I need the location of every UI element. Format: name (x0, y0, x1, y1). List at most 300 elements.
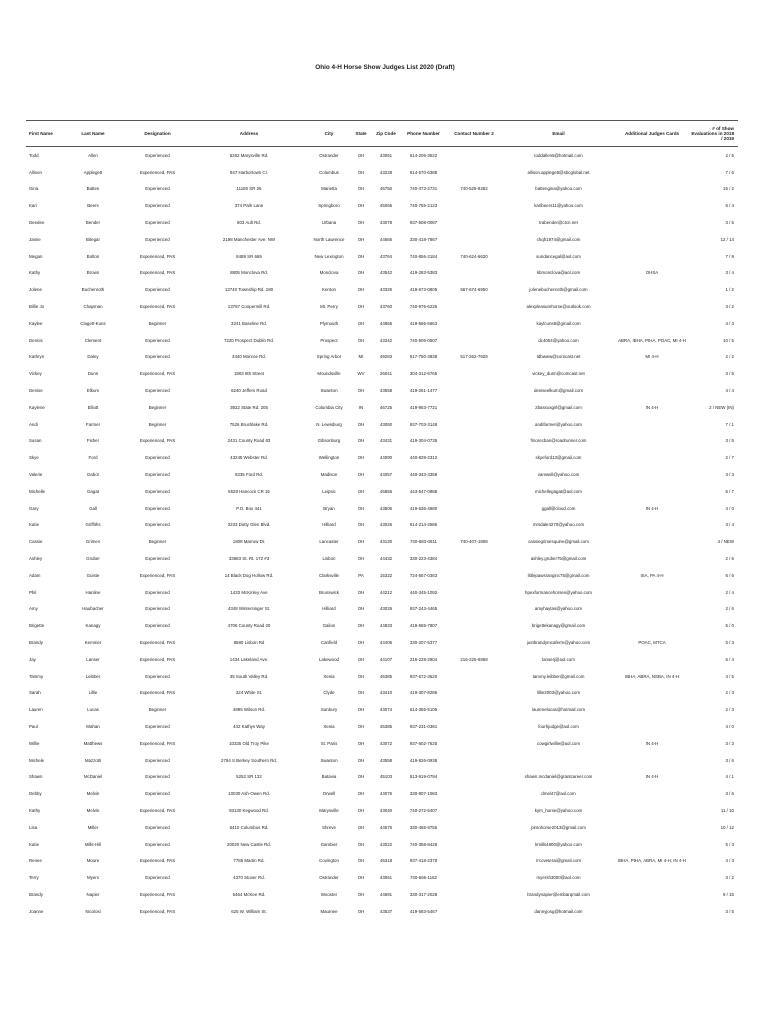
state-cell: OH (357, 774, 365, 780)
city-cell: Leipsic (322, 488, 336, 494)
contact-number-2-cell (446, 617, 502, 634)
show-evaluations-cell: 6 / 4 (725, 656, 734, 662)
first-name-cell: Katie (29, 841, 40, 847)
zip-code-cell: 44676 (379, 824, 393, 830)
zip-code-cell: 43760 (379, 304, 393, 310)
table-row (26, 601, 738, 618)
additional-cards-cell (615, 433, 689, 450)
first-name-cell: Willie (29, 740, 40, 746)
state-cell: OH (357, 270, 365, 276)
last-name-cell: Dunn (87, 371, 99, 377)
table-row (26, 685, 738, 702)
contact-number-2-cell (446, 567, 502, 584)
designation-cell: Experienced, PAS (139, 253, 176, 259)
column-header: Address (191, 121, 307, 147)
table-row (26, 852, 738, 869)
first-name-cell: Susan (29, 438, 42, 444)
email-cell: kbmonclova@aol.com (536, 270, 581, 276)
show-evaluations-cell: 12 / 14 (720, 236, 734, 242)
show-evaluations-cell: 5 / 7 (725, 488, 734, 494)
state-cell: OH (357, 169, 365, 175)
first-name-cell: Kari (29, 203, 37, 209)
state-cell: OH (357, 690, 365, 696)
city-cell: Wooster (320, 891, 338, 897)
phone-number-cell: 740-358-8428 (409, 841, 438, 847)
additional-cards-cell (615, 802, 689, 819)
designation-cell: Beginner (148, 421, 167, 427)
city-cell: Madison (320, 472, 338, 478)
table-row (26, 349, 738, 366)
city-cell: Marysville (319, 807, 339, 813)
show-evaluations-cell: 4 / NEW (717, 539, 734, 545)
zip-code-cell: 43506 (379, 505, 393, 511)
email-cell: tdbwww@comcast.net (536, 354, 581, 360)
show-evaluations-cell: 10 / 5 (723, 337, 734, 343)
designation-cell: Experienced (145, 791, 170, 797)
table-row (26, 466, 738, 483)
last-name-cell: Daley (87, 354, 99, 360)
show-evaluations-cell: 3 / 4 (725, 270, 734, 276)
email-cell: shawn.mcdaniel@grantcareer.com (524, 774, 593, 780)
zip-code-cell: 44865 (379, 320, 393, 326)
city-cell: Ostrander (319, 152, 339, 158)
phone-number-cell: 937-243-4465 (409, 606, 438, 612)
contact-number-2-cell (446, 500, 502, 517)
phone-number-cell: 440-343-3358 (409, 472, 438, 478)
table-row (26, 517, 738, 534)
email-cell: skyeford13@gmail.com (535, 455, 582, 461)
contact-number-2-cell (446, 298, 502, 315)
show-evaluations-cell: 3 / 5 (725, 908, 734, 914)
show-evaluations-cell: 2 / 3 (725, 690, 734, 696)
contact-number-2-cell (446, 399, 502, 416)
phone-number-cell: 419-826-0938 (409, 757, 438, 763)
address-cell: 5464 McKee Rd. (232, 891, 266, 897)
additional-cards-cell (615, 836, 689, 853)
phone-number-cell: 937-231-0381 (409, 723, 438, 729)
address-cell: 324 White St. (235, 690, 263, 696)
first-name-cell: Jamie (29, 236, 41, 242)
city-cell: Swanton (320, 757, 338, 763)
zip-code-cell: 44090 (379, 455, 393, 461)
show-evaluations-cell: 3 / 2 (725, 304, 734, 310)
address-cell: 6410 Columbus Rd. (229, 824, 269, 830)
last-name-cell: Kemmer (84, 640, 102, 645)
zip-code-cell: 43022 (379, 841, 393, 847)
phone-number-cell: 304-312-6765 (409, 371, 438, 377)
contact-number-2-cell (446, 869, 502, 886)
show-evaluations-cell: 6 / 4 (725, 203, 734, 209)
contact-number-2-cell (446, 819, 502, 836)
city-cell: North Lawrence (313, 236, 345, 242)
contact-number-2-cell: 567-674-6950 (460, 287, 488, 293)
contact-number-2-cell (446, 449, 502, 466)
designation-cell: Beginner (148, 404, 167, 410)
zip-code-cell: 44076 (379, 791, 393, 797)
contact-number-2-cell (446, 886, 502, 903)
first-name-cell: Lauren (29, 707, 43, 713)
designation-cell: Experienced, PAS (139, 908, 176, 914)
first-name-cell: Brigette (29, 623, 45, 629)
address-cell: 10030 Ash-Owen Rd. (228, 791, 270, 797)
state-cell: OH (357, 556, 365, 562)
email-cell: dmel47@aol.com (541, 791, 576, 797)
first-name-cell: Lisa (29, 824, 38, 830)
state-cell: OH (357, 723, 365, 729)
phone-number-cell: 614-214-2586 (409, 522, 438, 528)
table-row (26, 869, 738, 886)
address-cell: 803 Ault Rd. (237, 220, 261, 226)
email-cell: chqh1974@gmail.com (536, 236, 581, 242)
zip-code-cell: 43410 (379, 690, 393, 696)
table-row (26, 197, 738, 214)
table-row (26, 886, 738, 903)
last-name-cell: Bender (85, 220, 101, 226)
phone-number-cell: 419-565-7807 (409, 623, 438, 629)
contact-number-2-cell (446, 802, 502, 819)
show-evaluations-cell: 2 / 6 (725, 606, 734, 612)
additional-cards-cell (615, 550, 689, 567)
show-evaluations-cell: 5 / 3 (725, 640, 734, 645)
last-name-cell: Bolton (86, 253, 100, 259)
table-row (26, 584, 738, 601)
last-name-cell: Bitegar (86, 236, 100, 242)
show-evaluations-cell: 4 / 1 (725, 774, 734, 780)
email-cell: fourhjudge@aol.com (538, 723, 579, 729)
table-row (26, 668, 738, 685)
phone-number-cell: 419-673-0805 (409, 287, 438, 293)
state-cell: OH (357, 891, 365, 897)
show-evaluations-cell: 3 / 4 (725, 522, 734, 528)
table-row (26, 433, 738, 450)
city-cell: Monclova (319, 270, 339, 276)
city-cell: Lakewood (318, 656, 340, 662)
address-cell: 33683 St. Rt. 172 #3 (228, 556, 270, 562)
state-cell: OH (357, 656, 365, 662)
city-cell: Kenton (322, 287, 336, 293)
zip-code-cell: 43026 (379, 606, 393, 612)
show-evaluations-cell: 7 / 6 (725, 169, 734, 175)
additional-cards-cell (615, 483, 689, 500)
state-cell: OH (357, 522, 365, 528)
address-cell: 1903 8th Street (233, 371, 265, 377)
phone-number-cell: 740-975-6226 (409, 304, 438, 310)
additional-cards-cell (615, 533, 689, 550)
city-cell: Lancaster (319, 539, 339, 545)
designation-cell: Experienced (145, 589, 170, 595)
first-name-cell: Deedee (29, 220, 45, 226)
designation-cell: Experienced (145, 488, 170, 494)
table-row (26, 265, 738, 282)
designation-cell: Experienced (145, 472, 170, 478)
state-cell: OH (357, 421, 365, 427)
state-cell: OH (357, 606, 365, 612)
show-evaluations-cell: 5 / 3 (725, 841, 734, 847)
show-evaluations-cell: 2 / 2 (725, 354, 734, 360)
phone-number-cell: 443-547-0888 (409, 488, 438, 494)
last-name-cell: Nicolosi (85, 908, 101, 914)
state-cell: PA (358, 572, 364, 578)
additional-cards-cell (615, 416, 689, 433)
email-cell: tammy.leibber@gmail.com (532, 673, 585, 679)
show-evaluations-cell: 10 / 12 (720, 824, 734, 830)
state-cell: OH (357, 858, 365, 864)
phone-number-cell: 740-506-0507 (409, 337, 438, 343)
first-name-cell: Cassie (29, 539, 43, 545)
city-cell: Shreve (322, 824, 336, 830)
first-name-cell: Joanne (29, 908, 44, 914)
table-row (26, 181, 738, 198)
contact-number-2-cell (446, 836, 502, 853)
zip-code-cell: 45066 (379, 203, 393, 209)
phone-number-cell: 724-557-0363 (409, 572, 438, 578)
zip-code-cell: 44212 (379, 589, 393, 595)
state-cell: OH (357, 757, 365, 763)
contact-number-2-cell (446, 382, 502, 399)
table-row (26, 819, 738, 836)
show-evaluations-cell: 9 / 15 (723, 891, 734, 897)
additional-cards-cell (615, 617, 689, 634)
zip-code-cell: 43542 (379, 270, 393, 276)
contact-number-2-cell (446, 483, 502, 500)
email-cell: trabender@ctcn.net (539, 220, 578, 226)
phone-number-cell: 419-261-1477 (409, 388, 438, 394)
designation-cell: Experienced, PAS (139, 656, 176, 662)
zip-code-cell: 46725 (379, 404, 393, 410)
first-name-cell: Michelle (29, 488, 46, 494)
email-cell: dannyjosg@hotmail.com (534, 908, 583, 914)
phone-number-cell: 330-465-9755 (409, 824, 438, 830)
address-cell: 442 Kathys Way (233, 723, 265, 729)
contact-number-2-cell (446, 550, 502, 567)
zip-code-cell: 43061 (379, 875, 393, 881)
phone-number-cell: 937-602-7625 (409, 740, 438, 746)
designation-cell: Experienced (145, 505, 170, 511)
email-cell: kmills4800@yahoo.com (535, 841, 582, 847)
first-name-cell: Terry (29, 875, 39, 881)
city-cell: Urbana (321, 220, 337, 226)
email-cell: dc4054@yahoo.com (538, 337, 579, 343)
first-name-cell: Debby (29, 791, 42, 797)
additional-cards-cell (615, 584, 689, 601)
show-evaluations-cell: 2 / 4 (725, 589, 734, 595)
designation-cell: Experienced, PAS (139, 807, 176, 813)
email-cell: jolenebuchenroth@gmail.com (529, 287, 588, 293)
address-cell: 2198 Manchester Ave. NW (222, 236, 276, 242)
last-name-cell: Buchenroth (81, 287, 105, 293)
zip-code-cell: 43764 (379, 253, 393, 259)
last-name-cell: Mahan (86, 723, 100, 729)
email-cell: cassiegrimesquine@gmail.com (528, 539, 589, 545)
first-name-cell: Dennis (29, 337, 43, 343)
additional-cards-cell (615, 869, 689, 886)
table-row (26, 147, 738, 164)
additional-cards-cell (615, 231, 689, 248)
designation-cell: Experienced (145, 623, 170, 629)
first-name-cell: Renee (29, 858, 42, 864)
additional-cards-cell (615, 449, 689, 466)
table-row (26, 533, 738, 550)
additional-cards-cell: IN 4-H (645, 505, 659, 511)
additional-cards-cell (615, 382, 689, 399)
address-cell: 847 Harbortown Cr. (229, 169, 269, 175)
phone-number-cell: 614-355-5105 (409, 707, 438, 713)
zip-code-cell: 15322 (379, 572, 393, 578)
table-row (26, 634, 738, 651)
first-name-cell: Kaylee (29, 320, 43, 326)
phone-number-cell: 330-418-7867 (409, 236, 438, 242)
table-row (26, 651, 738, 668)
state-cell: OH (357, 304, 365, 310)
additional-cards-cell (615, 601, 689, 618)
state-cell: OH (357, 287, 365, 293)
email-cell: littlepawsranginc75@gmail.com (527, 572, 590, 578)
show-evaluations-cell: 5 / 0 (725, 623, 734, 629)
address-cell: 5252 SR 132 (236, 774, 262, 780)
phone-number-cell: 419-636-4980 (409, 505, 438, 511)
zip-code-cell: 43326 (379, 287, 393, 293)
additional-cards-cell: IN 4-H (645, 774, 659, 780)
email-cell: allison.applegett@sbcglobal.net (527, 169, 590, 175)
city-cell: Clyde (323, 690, 335, 696)
show-evaluations-cell: 3 / 6 (725, 757, 734, 763)
state-cell: OH (357, 388, 365, 394)
table-row (26, 768, 738, 785)
email-cell: laurenelucas@hotmail.com (531, 707, 586, 713)
contact-number-2-cell (446, 601, 502, 618)
first-name-cell: Phil (29, 589, 37, 595)
state-cell: OH (357, 807, 365, 813)
last-name-cell: Ford (88, 455, 98, 461)
designation-cell: Experienced (145, 723, 170, 729)
first-name-cell: Kathy (29, 270, 41, 276)
contact-number-2-cell (446, 214, 502, 231)
address-cell: 2794 S Berkey Southern Rd. (221, 757, 277, 763)
phone-number-cell: 740-683-0811 (409, 539, 438, 545)
address-cell: 43245 Webster Rd. (230, 455, 268, 461)
designation-cell: Experienced (145, 606, 170, 612)
contact-number-2-cell (446, 903, 502, 920)
state-cell: OH (357, 455, 365, 461)
additional-cards-cell: IN 4-H (645, 740, 659, 746)
address-cell: 93130 Kegwood Rd. (229, 807, 269, 813)
contact-number-2-cell (446, 685, 502, 702)
additional-cards-cell (615, 685, 689, 702)
address-cell: 6528 Hancock CR 16 (228, 488, 270, 494)
first-name-cell: Allison (29, 169, 42, 175)
last-name-cell: Gruber (86, 556, 100, 562)
table-row (26, 785, 738, 802)
designation-cell: Experienced, PAS (139, 640, 176, 645)
last-name-cell: Mills-Hill (84, 841, 102, 847)
last-name-cell: Brown (86, 270, 100, 276)
column-header: Additional Judges Cards (615, 121, 689, 147)
city-cell: Gibsonburg (317, 438, 341, 444)
designation-cell: Experienced (145, 388, 170, 394)
address-cell: 8580 Lisbon Rd (233, 640, 265, 645)
show-evaluations-cell: 3 / 3 (725, 472, 734, 478)
phone-number-cell: 740-856-3184 (409, 253, 438, 259)
table-row (26, 735, 738, 752)
first-name-cell: Jay (29, 656, 36, 662)
column-header: First Name (26, 121, 62, 147)
zip-code-cell: 43061 (379, 152, 393, 158)
designation-cell: Experienced (145, 287, 170, 293)
state-cell: OH (357, 320, 365, 326)
email-cell: 2bassoxgirl@gmail.com (535, 404, 582, 410)
show-evaluations-cell: 15 / 2 (723, 186, 734, 192)
phone-number-cell: 513-919-0794 (409, 774, 438, 780)
state-cell: OH (357, 186, 365, 192)
first-name-cell: Skye (29, 455, 39, 461)
first-name-cell: Ashley (29, 556, 43, 562)
zip-code-cell: 43026 (379, 522, 393, 528)
designation-cell: Experienced, PAS (139, 169, 176, 175)
additional-cards-cell: IBHA, PtHA, ABRA, MI 4-H, IN 4-H (618, 858, 686, 864)
additional-cards-cell (615, 315, 689, 332)
show-evaluations-cell: 2 / NEW (IN) (709, 404, 734, 410)
contact-number-2-cell (446, 852, 502, 869)
phone-number-cell: 419-283-5383 (409, 270, 438, 276)
city-cell: Galion (322, 623, 336, 629)
page-title: Ohio 4-H Horse Show Judges List 2020 (Draft) (315, 64, 455, 71)
contact-number-2-cell: 740-407-1808 (460, 539, 488, 545)
contact-number-2-cell (446, 365, 502, 382)
first-name-cell: Vickey (29, 371, 42, 377)
email-cell: ashley.gruber75@gmail.com (530, 556, 587, 562)
email-cell: fmorecban@roadrunner.com (530, 438, 587, 444)
table-row (26, 382, 738, 399)
table-row (26, 701, 738, 718)
address-cell: 2431 County Road 83 (227, 438, 271, 444)
address-cell: 11180 SR 26 (236, 186, 262, 192)
phone-number-cell: 937-508-0087 (409, 220, 438, 226)
table-row (26, 550, 738, 567)
email-cell: cowgirlwillie@aol.com (536, 740, 580, 746)
additional-cards-cell: OHSA (645, 270, 659, 276)
email-cell: lanserj@aol.com (542, 656, 575, 662)
show-evaluations-cell: 4 / 4 (725, 388, 734, 394)
designation-cell: Experienced, PAS (139, 740, 176, 746)
first-name-cell: Kaylene (29, 404, 45, 410)
state-cell: IN (358, 404, 364, 410)
last-name-cell: Elkum (86, 388, 100, 394)
state-cell: OH (357, 589, 365, 595)
zip-code-cell: 43342 (379, 337, 393, 343)
show-evaluations-cell: 2 / 7 (725, 455, 734, 461)
address-cell: 7526 Brushlake Rd. (229, 421, 269, 427)
state-cell: OH (357, 152, 365, 158)
city-cell: Xenia (323, 673, 335, 679)
first-name-cell: Sarah (29, 690, 41, 696)
city-cell: Gambier (320, 841, 338, 847)
contact-number-2-cell (446, 164, 502, 181)
zip-code-cell: 43130 (379, 539, 393, 545)
zip-code-cell: 45856 (379, 488, 393, 494)
email-cell: kaylcuns8@gmail.com (536, 320, 581, 326)
address-cell: 10335 Old Troy Pike (229, 740, 269, 746)
show-evaluations-cell: 4 / 3 (725, 858, 734, 864)
show-evaluations-cell: 3 / 2 (725, 875, 734, 881)
additional-cards-cell (615, 903, 689, 920)
last-name-cell: McDaniel (83, 774, 103, 780)
city-cell: Orwell (322, 791, 336, 797)
state-cell: OH (357, 640, 365, 645)
zip-code-cell: 43558 (379, 388, 393, 394)
city-cell: Xenia (323, 723, 335, 729)
last-name-cell: Clement (84, 337, 102, 343)
address-cell: 5262 Marysville Rd. (229, 152, 269, 158)
